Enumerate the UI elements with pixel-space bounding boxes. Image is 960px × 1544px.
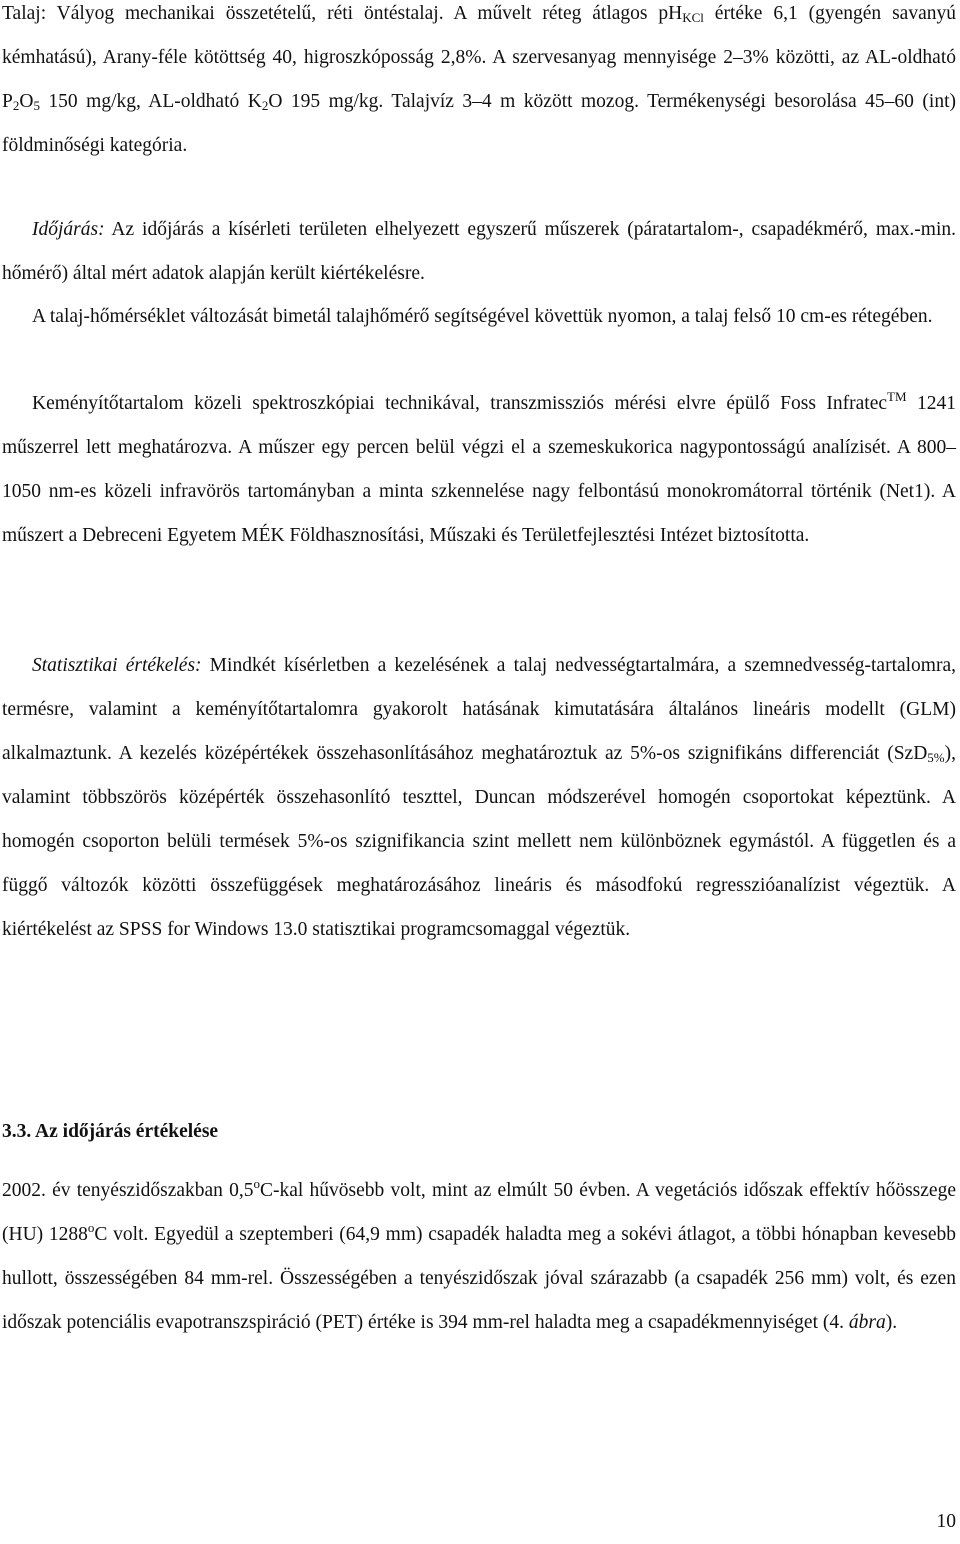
degree-superscript-1: o	[253, 1176, 261, 1191]
weather-paragraph	[2, 208, 956, 296]
subscript-5-percent: 5%	[927, 750, 945, 765]
soil-temperature-text: A talaj-hőmérséklet változását bimetál talajhőmérő segítségével követtük nyomon, a talaj felső 10 cm-es rétegében.	[32, 306, 933, 327]
statistics-label: Statisztikai értékelés:	[32, 655, 202, 676]
subscript-2b: 2	[261, 98, 269, 113]
weather-eval-text-1: 2002. év tenyészidőszakban 0,5	[2, 1180, 254, 1201]
statistics-text-2: ), valamint többszörös középérték összehasonlító teszttel, Duncan módszerével homogén csoportokat képeztünk. A homogén csoporton belüli termések 5%-os szignifikancia szint mellett nem különböznek egymástól. A független és a függő változók közötti összefüggések meghatározásához lineáris és másodfokú regresszióanalízist végeztük. A kiértékelést az SPSS for Windows 13.0 statisztikai programcsomaggal végeztük.	[2, 743, 956, 940]
trademark-superscript: TM	[887, 389, 907, 404]
soil-paragraph	[2, 0, 956, 168]
weather-text: Az időjárás a kísérleti területen elhelyezett egyszerű műszerek (páratartalom-, csapadékmérő, max.-min. hőmérő) által mért adatok alapján került kiértékelésre.	[2, 219, 956, 284]
weather-label: Időjárás:	[32, 219, 105, 240]
weather-evaluation-paragraph	[2, 1169, 956, 1345]
subscript-kcl: KCl	[682, 10, 704, 25]
starch-text-2: 1241 műszerrel lett meghatározva. A műszer egy percen belül végzi el a szemeskukorica nagypontosságú analízisét. A 800–1050 nm-es közeli infravörös tartományban a minta szkennelése nagy felbontású monokromátorral történik (Net1). A műszert a Debreceni Egyetem MÉK Földhasznosítási, Műszaki és Területfejlesztési Intézet biztosította.	[2, 393, 957, 546]
statistics-paragraph	[2, 644, 956, 952]
figure-reference: ábra	[848, 1312, 886, 1333]
soil-text-4: 150 mg/kg, AL-oldható K	[39, 91, 262, 112]
weather-eval-text-2: C-kal hűvösebb volt, mint az elmúlt 50 évben. A vegetációs időszak effektív hőösszege (HU) 1288	[2, 1180, 956, 1245]
soil-text-3: O	[19, 91, 34, 112]
degree-superscript-2: o	[87, 1220, 95, 1235]
soil-text-5: O 195 mg/kg. Talajvíz 3–4 m között mozog. Termékenységi besorolása 45–60 (int) földminőségi kategória.	[2, 91, 956, 156]
subscript-2: 2	[12, 98, 20, 113]
weather-eval-text-3: C volt. Egyedül a szeptemberi (64,9 mm) csapadék haladta meg a sokévi átlagot, a többi hónapban kevesebb hullott, összességében 84 mm-rel. Összességében a tenyészidőszak jóval szárazabb (a csapadék 256 mm) volt, és ezen időszak potenciális evapotranszspiráció (PET) értéke is 394 mm-rel haladta meg a csapadékmennyiséget (4.	[2, 1224, 957, 1333]
section-heading: 3.3. Az időjárás értékelése	[2, 1121, 219, 1142]
statistics-text-1: Mindkét kísérletben a kezelésének a talaj nedvességtartalmára, a szemnedvesség-tartalomra, termésre, valamint a keményítőtartalomra gyakorolt hatásának kimutatására általános lineáris modellt (GLM) alkalmaztunk. A kezelés középértékek összehasonlításához meghatároztuk az 5%-os szignifikáns differenciát (SzD	[2, 655, 957, 764]
soil-text-2: értéke 6,1 (gyengén savanyú kémhatású), Arany-féle kötöttség 40, higroszkóposság 2,8%. A szervesanyag mennyisége 2–3% közötti, az AL-oldható P	[2, 3, 956, 112]
soil-temperature-paragraph	[2, 295, 956, 339]
page-number: 10	[936, 1511, 956, 1532]
starch-paragraph	[2, 382, 956, 558]
soil-text-1: Talaj: Vályog mechanikai összetételű, réti öntéstalaj. A művelt réteg átlagos pH	[2, 3, 683, 24]
subscript-5: 5	[33, 98, 40, 113]
starch-text-1: Keményítőtartalom közeli spektroszkópiai technikával, transzmissziós mérési elvre épülő Foss Infratec	[32, 393, 888, 414]
weather-eval-text-4: ).	[885, 1312, 898, 1333]
